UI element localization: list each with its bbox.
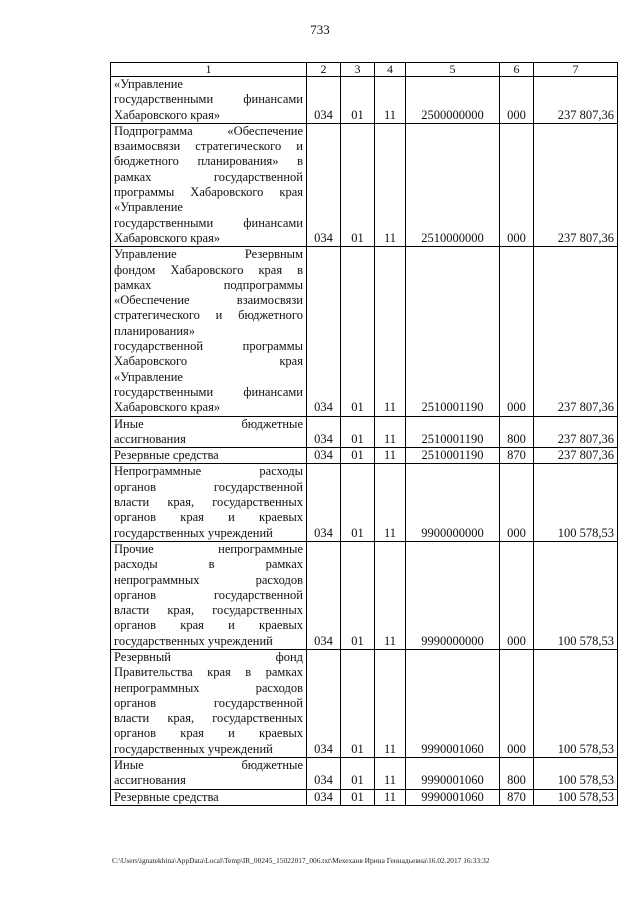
row-section-cell: 01 — [341, 123, 375, 246]
row-name-line: Прочие непрограммные — [114, 541, 303, 556]
row-name-line: государственных учреждений — [114, 741, 273, 756]
row-name-line: Правительства края в рамках — [114, 665, 303, 680]
row-name-line: рамках государственной — [114, 169, 303, 184]
row-subsection-cell: 11 — [375, 416, 406, 448]
row-name-line: взаимосвязи стратегического и — [114, 139, 303, 154]
table-row — [111, 464, 618, 541]
row-name-line: стратегического и бюджетного — [114, 308, 303, 323]
row-name-line: Хабаровского края» — [114, 400, 221, 415]
row-kind-cell: 000 — [500, 123, 534, 246]
row-code-cell: 034 — [307, 123, 341, 246]
row-subsection-cell: 11 — [375, 247, 406, 416]
row-name-cell — [111, 123, 307, 246]
header-cell-amount: 7 — [534, 63, 618, 77]
row-target-cell: 9990001060 — [406, 649, 500, 757]
row-subsection-cell: 11 — [375, 77, 406, 124]
row-target-cell: 2510001190 — [406, 416, 500, 448]
row-name-line: власти края, государственных — [114, 603, 303, 618]
row-subsection-cell: 11 — [375, 464, 406, 541]
row-name-line: Иные бюджетные — [114, 758, 303, 773]
row-name-line: государственными финансами — [114, 92, 303, 107]
row-section-cell: 01 — [341, 247, 375, 416]
row-name-line: государственных учреждений — [114, 633, 273, 648]
row-name-line: «Управление — [114, 200, 183, 215]
row-name-line: ассигнования — [114, 431, 186, 446]
row-amount-cell: 237 807,36 — [534, 123, 618, 246]
header-cell-target: 5 — [406, 63, 500, 77]
row-section-cell: 01 — [341, 448, 375, 464]
header-cell-code: 2 — [307, 63, 341, 77]
row-name-line: непрограммных расходов — [114, 680, 303, 695]
row-name-line: «Обеспечение взаимосвязи — [114, 293, 303, 308]
row-target-cell: 2500000000 — [406, 77, 500, 124]
row-name-cell — [111, 649, 307, 757]
row-name-line: государственной программы — [114, 339, 303, 354]
row-name-cell — [111, 789, 307, 805]
row-amount-cell: 237 807,36 — [534, 77, 618, 124]
row-name-line: Иные бюджетные — [114, 416, 303, 431]
row-kind-cell: 000 — [500, 541, 534, 649]
row-target-cell: 9990000000 — [406, 541, 500, 649]
row-code-cell: 034 — [307, 758, 341, 790]
row-kind-cell: 000 — [500, 77, 534, 124]
row-code-cell: 034 — [307, 649, 341, 757]
row-name-cell — [111, 77, 307, 124]
row-name-line: рамках подпрограммы — [114, 277, 303, 292]
row-name-line: органов государственной — [114, 479, 303, 494]
row-name-line: Управление Резервным — [114, 247, 303, 262]
row-name-line: органов края и краевых — [114, 726, 303, 741]
row-kind-cell: 000 — [500, 649, 534, 757]
row-target-cell: 9990001060 — [406, 789, 500, 805]
row-code-cell: 034 — [307, 464, 341, 541]
row-name-cell — [111, 448, 307, 464]
row-kind-cell: 800 — [500, 416, 534, 448]
row-amount-cell: 100 578,53 — [534, 789, 618, 805]
row-name-cell — [111, 464, 307, 541]
table-row — [111, 448, 618, 464]
row-name-line: «Управление — [114, 369, 183, 384]
row-kind-cell: 800 — [500, 758, 534, 790]
header-cell-kind: 6 — [500, 63, 534, 77]
row-name-line: Хабаровского края» — [114, 107, 221, 122]
row-code-cell: 034 — [307, 448, 341, 464]
table-row — [111, 416, 618, 448]
row-section-cell: 01 — [341, 649, 375, 757]
row-name-cell — [111, 758, 307, 790]
row-name-line: программы Хабаровского края — [114, 185, 303, 200]
row-name-line: Резервные средства — [114, 448, 219, 463]
row-subsection-cell: 11 — [375, 123, 406, 246]
header-cell-subsection: 4 — [375, 63, 406, 77]
row-name-line: «Управление — [114, 77, 183, 91]
row-section-cell: 01 — [341, 416, 375, 448]
row-name-line: ассигнования — [114, 773, 186, 788]
header-row — [111, 63, 618, 77]
row-amount-cell: 237 807,36 — [534, 448, 618, 464]
row-target-cell: 2510001190 — [406, 448, 500, 464]
table-row — [111, 541, 618, 649]
row-target-cell: 9900000000 — [406, 464, 500, 541]
row-name-cell — [111, 541, 307, 649]
row-target-cell: 2510001190 — [406, 247, 500, 416]
row-name-line: расходы в рамках — [114, 557, 303, 572]
row-kind-cell: 870 — [500, 789, 534, 805]
row-code-cell: 034 — [307, 247, 341, 416]
row-name-line: Непрограммные расходы — [114, 464, 303, 479]
row-name-line: Хабаровского края — [114, 354, 303, 369]
row-name-line: органов государственной — [114, 695, 303, 710]
row-name-line: государственными финансами — [114, 384, 303, 399]
table-row — [111, 247, 618, 416]
row-name-line: власти края, государственных — [114, 495, 303, 510]
row-name-line: органов государственной — [114, 587, 303, 602]
row-subsection-cell: 11 — [375, 789, 406, 805]
row-section-cell: 01 — [341, 77, 375, 124]
row-section-cell: 01 — [341, 464, 375, 541]
row-section-cell: 01 — [341, 758, 375, 790]
row-name-line: власти края, государственных — [114, 711, 303, 726]
row-section-cell: 01 — [341, 789, 375, 805]
row-amount-cell: 100 578,53 — [534, 649, 618, 757]
page-number: 733 — [310, 22, 330, 37]
row-name-cell — [111, 247, 307, 416]
row-code-cell: 034 — [307, 789, 341, 805]
row-name-line: бюджетного планирования» в — [114, 154, 303, 169]
header-cell-name: 1 — [111, 63, 307, 77]
row-amount-cell: 100 578,53 — [534, 464, 618, 541]
row-name-line: Резервные средства — [114, 789, 219, 804]
row-subsection-cell: 11 — [375, 448, 406, 464]
table-body — [111, 77, 618, 806]
row-amount-cell: 237 807,36 — [534, 247, 618, 416]
row-name-line: государственными финансами — [114, 215, 303, 230]
row-name-line: непрограммных расходов — [114, 572, 303, 587]
row-subsection-cell: 11 — [375, 649, 406, 757]
row-name-cell — [111, 416, 307, 448]
header-cell-section: 3 — [341, 63, 375, 77]
table-row — [111, 758, 618, 790]
row-kind-cell: 870 — [500, 448, 534, 464]
row-name-line: органов края и краевых — [114, 618, 303, 633]
budget-table — [110, 62, 618, 806]
table-row — [111, 77, 618, 124]
row-name-line: государственных учреждений — [114, 525, 273, 540]
row-name-line: Хабаровского края» — [114, 230, 221, 245]
row-code-cell: 034 — [307, 541, 341, 649]
row-name-line: планирования» — [114, 323, 196, 338]
row-subsection-cell: 11 — [375, 541, 406, 649]
table-row — [111, 789, 618, 805]
file-path-footer: C:\Users\ignatekhina\AppData\Local\Temp\IR_00245_15022017_006.txt\Мехеханв Ирина Геннадьевна\16.02.2017 16:33:32 — [112, 856, 490, 865]
row-code-cell: 034 — [307, 416, 341, 448]
row-name-line: фондом Хабаровского края в — [114, 262, 303, 277]
row-section-cell: 01 — [341, 541, 375, 649]
row-code-cell: 034 — [307, 77, 341, 124]
row-subsection-cell: 11 — [375, 758, 406, 790]
row-amount-cell: 100 578,53 — [534, 758, 618, 790]
row-target-cell: 9990001060 — [406, 758, 500, 790]
row-amount-cell: 237 807,36 — [534, 416, 618, 448]
row-name-line: органов края и краевых — [114, 510, 303, 525]
row-target-cell: 2510000000 — [406, 123, 500, 246]
row-amount-cell: 100 578,53 — [534, 541, 618, 649]
row-name-line: Резервный фонд — [114, 649, 303, 664]
row-name-line: Подпрограмма «Обеспечение — [114, 123, 303, 138]
row-kind-cell: 000 — [500, 247, 534, 416]
row-kind-cell: 000 — [500, 464, 534, 541]
table-row — [111, 649, 618, 757]
table-row — [111, 123, 618, 246]
